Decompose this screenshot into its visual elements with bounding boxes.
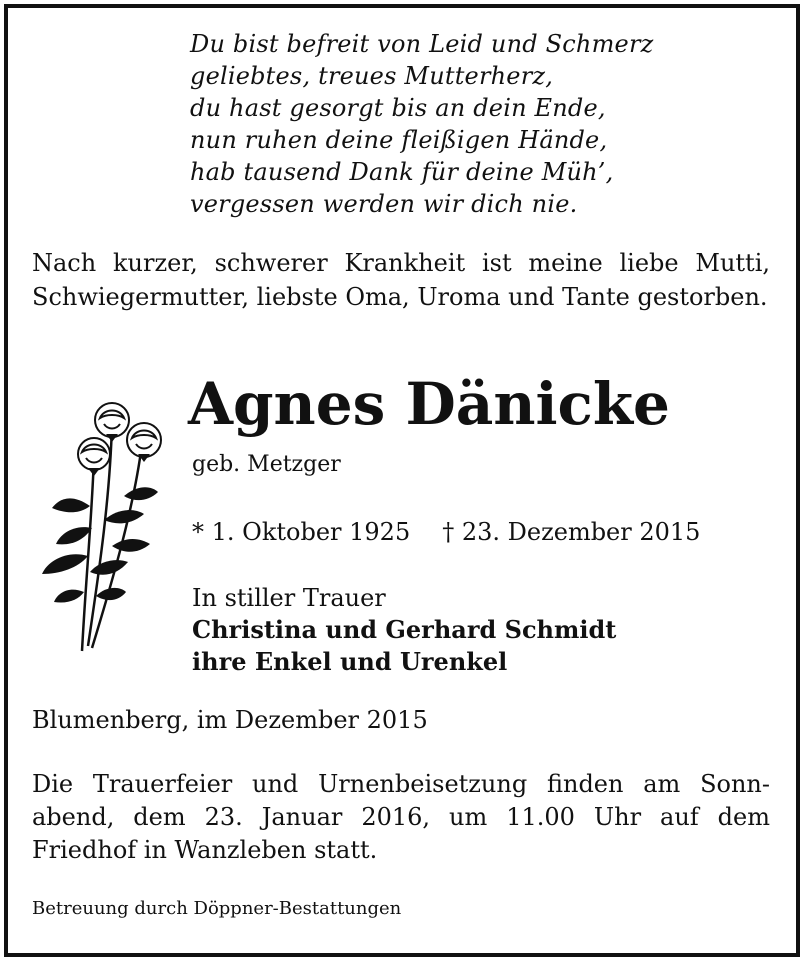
service-line: abend, dem 23. Januar 2016, um 11.00 Uhr auf dem bbox=[32, 803, 770, 831]
mourner-line: ihre Enkel und Urenkel bbox=[192, 647, 508, 676]
life-dates bbox=[192, 518, 700, 546]
poem-line: Du bist befreit von Leid und Schmerz bbox=[190, 30, 654, 58]
service-line: Die Trauerfeier und Urnenbeisetzung finden am Sonn- bbox=[32, 770, 770, 798]
funeral-service-text bbox=[32, 768, 770, 867]
poem-line: geliebtes, treues Mutterherz, bbox=[190, 62, 554, 90]
poem-line: du hast gesorgt bis an dein Ende, bbox=[190, 94, 606, 122]
birth-date: * 1. Oktober 1925 bbox=[192, 518, 411, 546]
service-line: Friedhof in Wanzleben statt. bbox=[32, 836, 378, 864]
mourner-line: Christina und Gerhard Schmidt bbox=[192, 615, 617, 644]
poem bbox=[190, 28, 653, 220]
undertaker-credit: Betreuung durch Döppner-Bestattungen bbox=[32, 898, 402, 919]
maiden-name: geb. Metzger bbox=[192, 452, 341, 477]
death-date: † 23. Dezember 2015 bbox=[442, 518, 701, 546]
mourning-intro: In stiller Trauer bbox=[192, 584, 386, 612]
mourners bbox=[192, 582, 616, 678]
announcement-text: Nach kurzer, schwerer Krankheit ist meine liebe Mutti, Schwiegermutter, liebste Oma, Uroma und Tante gestorben. bbox=[32, 249, 770, 311]
poem-line: hab tausend Dank für deine Müh’, bbox=[190, 158, 614, 186]
poem-line: nun ruhen deine fleißigen Hände, bbox=[190, 126, 608, 154]
deceased-name: Agnes Dänicke bbox=[188, 370, 670, 438]
roses-icon bbox=[34, 396, 174, 656]
poem-line: vergessen werden wir dich nie. bbox=[190, 190, 578, 218]
place-date: Blumenberg, im Dezember 2015 bbox=[32, 706, 428, 734]
